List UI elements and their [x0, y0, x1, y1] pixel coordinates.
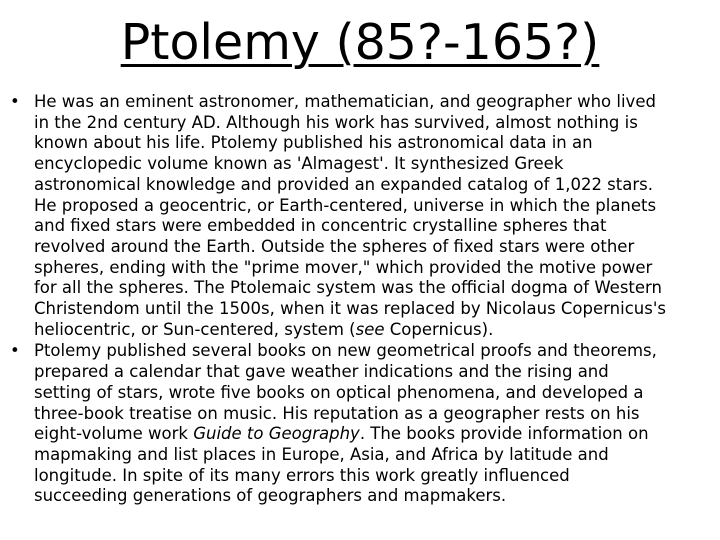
italic-text-run: Guide to Geography — [193, 424, 360, 444]
text-run: eight-volume work — [34, 424, 194, 444]
text-line — [34, 175, 714, 196]
text-run: known about his life. Ptolemy published his astronomical data in an — [34, 133, 593, 153]
text-line — [34, 362, 714, 383]
text-run: for all the spheres. The Ptolemaic system was the official dogma of Western — [34, 278, 662, 298]
text-run: encyclopedic volume known as 'Almagest'. It synthesized Greek — [34, 154, 564, 174]
text-line — [34, 320, 714, 341]
text-line — [34, 154, 714, 175]
text-run: in the 2nd century AD. Although his work has survived, almost nothing is — [34, 112, 638, 132]
text-run: mapmaking and list places in Europe, Asia, and Africa by latitude and — [34, 444, 609, 464]
text-run: . The books provide information on — [359, 424, 649, 444]
text-run: succeeding generations of geographers and mapmakers. — [34, 486, 507, 506]
bullet-text — [34, 92, 714, 340]
text-line — [34, 486, 714, 507]
text-run: Copernicus). — [384, 319, 494, 339]
text-run: He proposed a geocentric, or Earth-centered, universe in which the planets — [34, 195, 657, 215]
text-line — [34, 424, 714, 445]
text-run: and fixed stars were embedded in concentric crystalline spheres that — [34, 216, 607, 236]
bullet-text — [34, 341, 714, 507]
text-run: Ptolemy published several books on new geometrical proofs and theorems, — [34, 341, 657, 361]
text-line — [34, 466, 714, 487]
text-line — [34, 278, 714, 299]
text-line — [34, 237, 714, 258]
text-line — [34, 216, 714, 237]
bullet-item — [10, 92, 714, 340]
italic-text-run: see — [355, 319, 385, 339]
text-run: revolved around the Earth. Outside the spheres of fixed stars were other — [34, 236, 635, 256]
text-line — [34, 341, 714, 362]
text-run: prepared a calendar that gave weather indications and the rising and — [34, 362, 609, 382]
text-line — [34, 299, 714, 320]
text-run: spheres, ending with the "prime mover," which provided the motive power — [34, 257, 653, 277]
text-run: astronomical knowledge and provided an expanded catalog of 1,022 stars. — [34, 174, 653, 194]
text-line — [34, 113, 714, 134]
text-run: He was an eminent astronomer, mathematician, and geographer who lived — [34, 92, 656, 111]
bullet-dot-icon: • — [10, 341, 20, 361]
text-line — [34, 383, 714, 404]
text-line — [34, 404, 714, 425]
text-line — [34, 196, 714, 217]
text-line — [34, 445, 714, 466]
bullet-item — [10, 341, 714, 507]
text-line — [34, 92, 714, 113]
text-run: setting of stars, wrote five books on optical phenomena, and developed a — [34, 382, 644, 402]
slide-title: Ptolemy (85?-165?) — [120, 14, 600, 71]
bullet-list — [10, 92, 714, 508]
bullet-dot-icon: • — [10, 92, 20, 111]
text-line — [34, 133, 714, 154]
text-run: three-book treatise on music. His reputation as a geographer rests on his — [34, 403, 640, 423]
text-line — [34, 258, 714, 279]
text-run: longitude. In spite of its many errors this work greatly influenced — [34, 465, 570, 485]
text-run: Christendom until the 1500s, when it was replaced by Nicolaus Copernicus's — [34, 299, 666, 319]
text-run: heliocentric, or Sun-centered, system ( — [34, 319, 356, 339]
